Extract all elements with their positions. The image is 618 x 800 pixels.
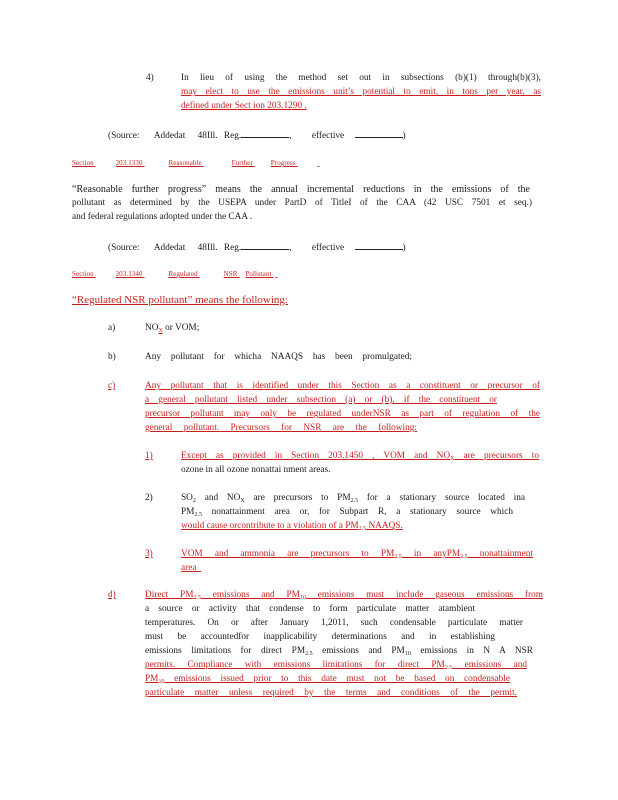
item-d-number: d): [108, 590, 116, 600]
source-note: (Source: Addedat 48Ill. Reg. , effective ): [108, 128, 406, 141]
item-c2-line-3: would cause orcontribute to a violation of a $PM_{2.5}$ NAAQS.: [181, 521, 403, 532]
section-heading-1330: Section 203.1330 Reasonable Further Progress: [72, 159, 296, 167]
item-c-line-3: precursor pollutant may only be regulated underNSR as part of regulation of the: [145, 409, 540, 419]
item-c3-number: 3): [145, 549, 153, 559]
section-1330-line-3: and federal regulations adopted under the CAA .: [72, 212, 253, 222]
section-1330-line-2: pollutant as determined by the USEPA under PartD of TitleI of the CAA (42 USC 7501 et seq.): [72, 198, 532, 208]
section-1330-line-1: “Reasonable further progress” means the annual incremental reductions in the emissions of the: [72, 184, 530, 195]
item-c2-line-2: $PM_{2.5}$ nonattainment area or, for Subpart R, a stationary source which: [181, 507, 513, 518]
item-c2-number: 2): [145, 493, 153, 503]
item-c-line-1: Any pollutant that is identified under this Section as a constituent or precursor of: [145, 381, 540, 391]
item-c1-line-1: Except as provided in Section 203.1450 , VOM and $NO_X$ are precursors to: [181, 451, 539, 462]
item-d-line-7: $PM_{10}$ emissions issued prior to this date must not be based on condensable: [145, 674, 510, 685]
item-c3-line-2: area: [181, 563, 197, 573]
item-d-line-1: Direct $PM_{2.5}$ emissions and $PM_{10}$ emissions must include gaseous emissions from: [145, 590, 543, 601]
item-c-line-2: a general pollutant listed under subsection (a) or (b), if the constituent or: [145, 395, 497, 405]
item-4-line-3: defined under Sect ion 203.1290 .: [181, 101, 307, 111]
item-4-line-1: In lieu of using the method set out in subsections (b)(1) through(b)(3),: [181, 73, 541, 83]
item-d-line-3: temperatures. On or after January 1,2011, such condensable particulate matter: [145, 618, 523, 628]
item-4-line-2: may elect to use the emissions unit’s potential to emit, in tons per year, as: [181, 87, 541, 97]
source-note: (Source: Addedat 48Ill. Reg. , effective ): [108, 240, 406, 253]
item-number: 4): [146, 73, 154, 83]
section-heading-1340: Section 203.1340 Regulated NSR Pollutant: [72, 270, 272, 278]
section-1340-intro: “Regulated NSR pollutant” means the following:: [72, 294, 288, 306]
item-d-line-6: permits. Compliance with emissions limitations for direct $PM_{2.5}$ emissions and: [145, 660, 527, 671]
item-d-line-4: must be accountedfor inapplicability determinations and in establishing: [145, 632, 495, 642]
item-c1-line-2: ozone in all ozone nonattai nment areas.: [181, 465, 331, 475]
item-d-line-8: particulate matter unless required by the terms and conditions of the permit.: [145, 688, 517, 698]
item-a-number: a): [108, 323, 116, 333]
item-c-line-4: general pollutant. Precursors for NSR are the following:: [145, 423, 417, 433]
item-d-line-2: a source or activity that condense to form particulate matter atambient: [145, 604, 475, 614]
item-c2-line-1: $SO_2$ and $NO_X$ are precursors to $PM_{2.5}$ for a stationary source located ina: [181, 493, 525, 504]
item-b-number: b): [108, 352, 116, 362]
item-c3-line-1: VOM and ammonia are precursors to $PM_{2.5}$ in anyPM$_{2.5}$ nonattainment: [181, 549, 533, 560]
item-d-line-5: emissions limitations for direct $PM_{2.5}$ emissions and $PM_{10}$ emissions in N A NSR: [145, 646, 534, 657]
item-c-number: c): [108, 381, 116, 391]
item-a-text: $NO_X$ or VOM;: [145, 323, 200, 334]
item-c1-number: 1): [145, 451, 153, 461]
item-b-text: Any pollutant for whicha NAAQS has been promulgated;: [145, 352, 412, 362]
